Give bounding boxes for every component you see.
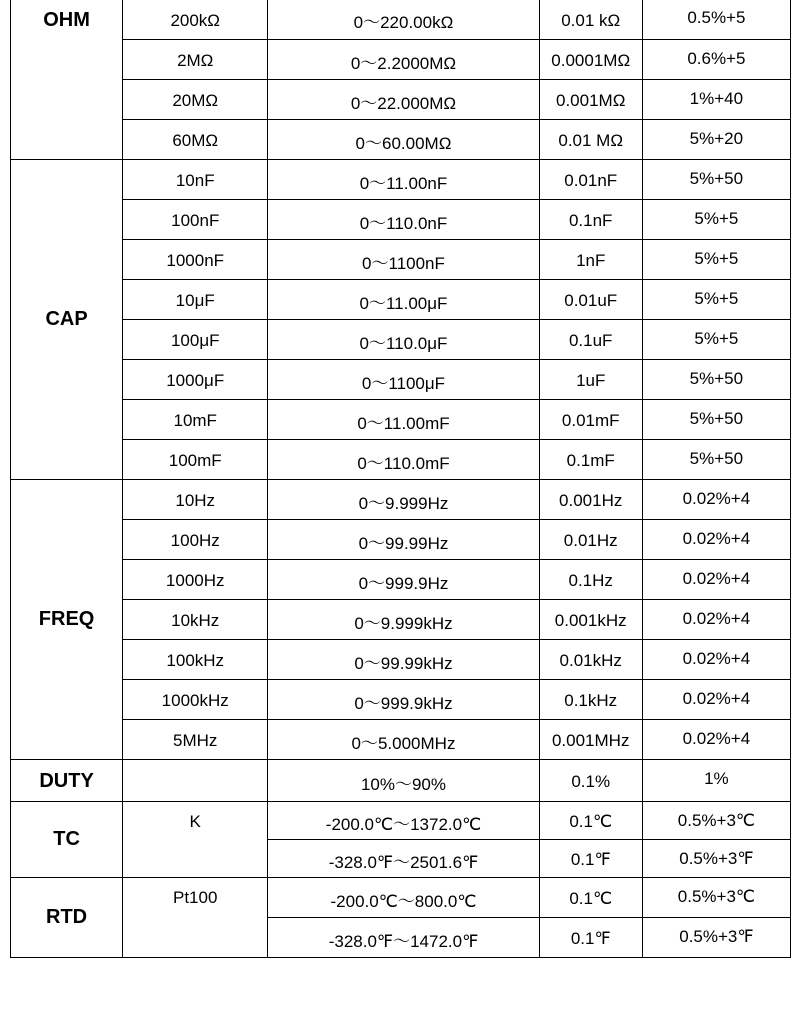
range-cell: 10μF xyxy=(123,279,268,319)
table-row xyxy=(11,679,791,719)
table-row xyxy=(11,39,791,79)
accuracy-cell: 5%+5 xyxy=(642,239,790,279)
accuracy-cell: 5%+50 xyxy=(642,439,790,479)
accuracy-cell: 0.02%+4 xyxy=(642,679,790,719)
range-cell: 10Hz xyxy=(123,479,268,519)
measure-range-cell: 0～110.0mF xyxy=(268,439,539,479)
accuracy-cell: 0.02%+4 xyxy=(642,479,790,519)
resolution-cell: 0.1Hz xyxy=(539,559,642,599)
measure-range-cell: 0～60.00MΩ xyxy=(268,119,539,159)
group-label: TC xyxy=(11,801,123,877)
resolution-cell: 0.1℉ xyxy=(539,917,642,957)
range-cell: 100mF xyxy=(123,439,268,479)
measure-range-cell: 0～1100nF xyxy=(268,239,539,279)
table-row xyxy=(11,559,791,599)
sensor-type: K xyxy=(123,801,268,877)
range-cell: 100μF xyxy=(123,319,268,359)
table-row xyxy=(11,639,791,679)
range-cell: 10kHz xyxy=(123,599,268,639)
accuracy-cell: 0.5%+3℉ xyxy=(642,839,790,877)
measure-range-cell: 0～2.2000MΩ xyxy=(268,39,539,79)
measure-range-cell: 0～110.0μF xyxy=(268,319,539,359)
range-cell: 5MHz xyxy=(123,719,268,759)
measure-range-cell: 0～1100μF xyxy=(268,359,539,399)
range-cell: 100kHz xyxy=(123,639,268,679)
table-row xyxy=(11,159,791,199)
group-label: DUTY xyxy=(11,759,123,801)
table-row xyxy=(11,801,791,839)
resolution-cell: 0.01Hz xyxy=(539,519,642,559)
resolution-cell: 0.001Hz xyxy=(539,479,642,519)
accuracy-cell: 1%+40 xyxy=(642,79,790,119)
accuracy-cell: 0.5%+3℃ xyxy=(642,801,790,839)
resolution-cell: 0.1℃ xyxy=(539,801,642,839)
measure-range-cell: 0～9.999kHz xyxy=(268,599,539,639)
measure-range-cell: 0～220.00kΩ xyxy=(268,0,539,39)
measure-range-cell: 0～22.000MΩ xyxy=(268,79,539,119)
range-cell: 100nF xyxy=(123,199,268,239)
measure-range-cell: 0～99.99Hz xyxy=(268,519,539,559)
range-cell: 1000kHz xyxy=(123,679,268,719)
resolution-cell: 0.1℉ xyxy=(539,839,642,877)
accuracy-cell: 0.02%+4 xyxy=(642,719,790,759)
resolution-cell: 0.01uF xyxy=(539,279,642,319)
accuracy-cell: 0.02%+4 xyxy=(642,639,790,679)
table-row xyxy=(11,399,791,439)
accuracy-cell: 0.5%+3℉ xyxy=(642,917,790,957)
accuracy-cell: 0.02%+4 xyxy=(642,519,790,559)
group-label: OHM xyxy=(11,0,123,159)
resolution-cell: 0.1℃ xyxy=(539,877,642,917)
table-row xyxy=(11,519,791,559)
accuracy-cell: 0.5%+5 xyxy=(642,0,790,39)
resolution-cell: 0.01mF xyxy=(539,399,642,439)
accuracy-cell: 5%+50 xyxy=(642,399,790,439)
table-row xyxy=(11,759,791,801)
measure-range-cell: 0～110.0nF xyxy=(268,199,539,239)
accuracy-cell: 5%+5 xyxy=(642,319,790,359)
measure-range-cell: 10%～90% xyxy=(268,759,539,801)
resolution-cell: 0.01nF xyxy=(539,159,642,199)
table-row xyxy=(11,359,791,399)
range-cell: 10nF xyxy=(123,159,268,199)
range-cell: 100Hz xyxy=(123,519,268,559)
resolution-cell: 1uF xyxy=(539,359,642,399)
accuracy-cell: 0.6%+5 xyxy=(642,39,790,79)
measure-range-cell: 0～5.000MHz xyxy=(268,719,539,759)
table-row xyxy=(11,239,791,279)
measure-range-cell: -328.0℉～1472.0℉ xyxy=(268,917,539,957)
resolution-cell: 0.0001MΩ xyxy=(539,39,642,79)
accuracy-cell: 0.02%+4 xyxy=(642,599,790,639)
measure-range-cell: 0～11.00μF xyxy=(268,279,539,319)
range-cell: 1000nF xyxy=(123,239,268,279)
measure-range-cell: 0～9.999Hz xyxy=(268,479,539,519)
table-row xyxy=(11,119,791,159)
measure-range-cell: -328.0℉～2501.6℉ xyxy=(268,839,539,877)
resolution-cell: 0.1uF xyxy=(539,319,642,359)
measure-range-cell: 0～11.00mF xyxy=(268,399,539,439)
spec-table xyxy=(10,0,791,958)
range-cell xyxy=(123,759,268,801)
resolution-cell: 0.001MΩ xyxy=(539,79,642,119)
range-cell: 20MΩ xyxy=(123,79,268,119)
resolution-cell: 0.001kHz xyxy=(539,599,642,639)
accuracy-cell: 1% xyxy=(642,759,790,801)
group-label: CAP xyxy=(11,159,123,479)
resolution-cell: 0.1% xyxy=(539,759,642,801)
range-cell: 1000Hz xyxy=(123,559,268,599)
range-cell: 10mF xyxy=(123,399,268,439)
measure-range-cell: 0～999.9Hz xyxy=(268,559,539,599)
table-row xyxy=(11,719,791,759)
accuracy-cell: 5%+50 xyxy=(642,159,790,199)
resolution-cell: 0.01 kΩ xyxy=(539,0,642,39)
table-row xyxy=(11,877,791,917)
group-label: RTD xyxy=(11,877,123,957)
resolution-cell: 1nF xyxy=(539,239,642,279)
resolution-cell: 0.001MHz xyxy=(539,719,642,759)
sensor-type: Pt100 xyxy=(123,877,268,957)
accuracy-cell: 0.02%+4 xyxy=(642,559,790,599)
measure-range-cell: 0～99.99kHz xyxy=(268,639,539,679)
accuracy-cell: 5%+50 xyxy=(642,359,790,399)
resolution-cell: 0.1mF xyxy=(539,439,642,479)
measure-range-cell: -200.0℃～1372.0℃ xyxy=(268,801,539,839)
table-row xyxy=(11,439,791,479)
range-cell: 2MΩ xyxy=(123,39,268,79)
range-cell: 1000μF xyxy=(123,359,268,399)
table-row xyxy=(11,279,791,319)
table-row xyxy=(11,199,791,239)
measure-range-cell: -200.0℃～800.0℃ xyxy=(268,877,539,917)
range-cell: 60MΩ xyxy=(123,119,268,159)
table-row xyxy=(11,79,791,119)
group-label: FREQ xyxy=(11,479,123,759)
accuracy-cell: 0.5%+3℃ xyxy=(642,877,790,917)
resolution-cell: 0.01 MΩ xyxy=(539,119,642,159)
accuracy-cell: 5%+20 xyxy=(642,119,790,159)
table-row xyxy=(11,599,791,639)
measure-range-cell: 0～11.00nF xyxy=(268,159,539,199)
table-row xyxy=(11,0,791,39)
resolution-cell: 0.01kHz xyxy=(539,639,642,679)
measure-range-cell: 0～999.9kHz xyxy=(268,679,539,719)
range-cell: 200kΩ xyxy=(123,0,268,39)
table-row xyxy=(11,479,791,519)
accuracy-cell: 5%+5 xyxy=(642,199,790,239)
resolution-cell: 0.1kHz xyxy=(539,679,642,719)
resolution-cell: 0.1nF xyxy=(539,199,642,239)
table-row xyxy=(11,319,791,359)
accuracy-cell: 5%+5 xyxy=(642,279,790,319)
